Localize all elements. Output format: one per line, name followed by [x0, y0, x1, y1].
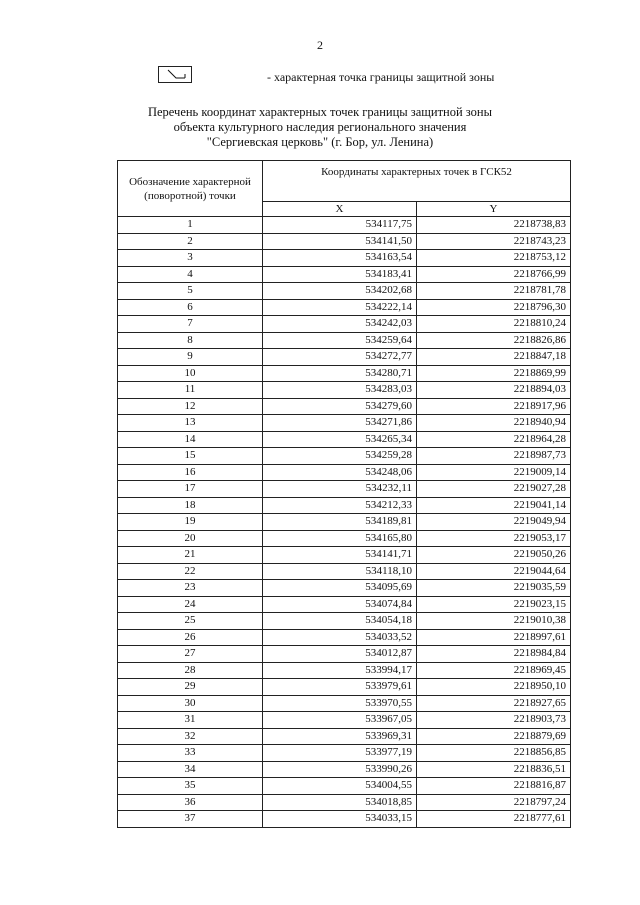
point-number: 22: [118, 563, 263, 580]
coordinates-table: [117, 160, 571, 828]
y-coordinate: 2219009,14: [417, 464, 571, 481]
table-row: [118, 745, 571, 762]
point-number: 19: [118, 514, 263, 531]
point-number: 30: [118, 695, 263, 712]
y-coordinate: 2218950,10: [417, 679, 571, 696]
x-coordinate: 534259,64: [263, 332, 417, 349]
document-heading: [0, 105, 640, 150]
y-coordinate: 2218903,73: [417, 712, 571, 729]
point-number: 4: [118, 266, 263, 283]
table-row: [118, 316, 571, 333]
table-row: [118, 646, 571, 663]
x-coordinate: 534283,03: [263, 382, 417, 399]
point-number: 17: [118, 481, 263, 498]
y-coordinate: 2218997,61: [417, 629, 571, 646]
x-coordinate: 534272,77: [263, 349, 417, 366]
y-coordinate: 2218969,45: [417, 662, 571, 679]
point-number: 2: [118, 233, 263, 250]
table-row: [118, 233, 571, 250]
table-row: [118, 712, 571, 729]
point-number: 6: [118, 299, 263, 316]
y-coordinate: 2218917,96: [417, 398, 571, 415]
x-coordinate: 534265,34: [263, 431, 417, 448]
table-row: [118, 431, 571, 448]
y-coordinate: 2219041,14: [417, 497, 571, 514]
x-coordinate: 534118,10: [263, 563, 417, 580]
point-number: 31: [118, 712, 263, 729]
y-coordinate: 2219053,17: [417, 530, 571, 547]
x-coordinate: 534212,33: [263, 497, 417, 514]
point-number: 21: [118, 547, 263, 564]
table-row: [118, 794, 571, 811]
x-coordinate: 534033,52: [263, 629, 417, 646]
x-coordinate: 534141,50: [263, 233, 417, 250]
y-coordinate: 2218836,51: [417, 761, 571, 778]
point-number: 36: [118, 794, 263, 811]
table-row: [118, 398, 571, 415]
point-number: 9: [118, 349, 263, 366]
y-coordinate: 2218816,87: [417, 778, 571, 795]
table-row: [118, 365, 571, 382]
point-number: 7: [118, 316, 263, 333]
y-coordinate: 2219035,59: [417, 580, 571, 597]
x-coordinate: 533969,31: [263, 728, 417, 745]
y-coordinate: 2219010,38: [417, 613, 571, 630]
table-row: [118, 629, 571, 646]
point-number: 15: [118, 448, 263, 465]
point-column-header: Обозначение характерной (поворотной) точки: [118, 161, 263, 217]
y-coordinate: 2218869,99: [417, 365, 571, 382]
y-coordinate: 2218796,30: [417, 299, 571, 316]
x-coordinate: 534279,60: [263, 398, 417, 415]
x-coordinate: 533967,05: [263, 712, 417, 729]
table-row: [118, 283, 571, 300]
heading-line-1: Перечень координат характерных точек границы защитной зоны: [147, 105, 493, 119]
y-coordinate: 2218984,84: [417, 646, 571, 663]
point-number: 11: [118, 382, 263, 399]
x-coordinate: 534074,84: [263, 596, 417, 613]
heading-line-3: "Сергиевская церковь" (г. Бор, ул. Ленина): [206, 135, 434, 149]
y-coordinate: 2218927,65: [417, 695, 571, 712]
x-coordinate: 534271,86: [263, 415, 417, 432]
y-coordinate: 2218987,73: [417, 448, 571, 465]
table-row: [118, 349, 571, 366]
table-row: [118, 596, 571, 613]
table-row: [118, 761, 571, 778]
point-number: 23: [118, 580, 263, 597]
table-row: [118, 530, 571, 547]
x-coordinate: 534033,15: [263, 811, 417, 828]
table-row: [118, 415, 571, 432]
point-number: 14: [118, 431, 263, 448]
x-coordinate: 533970,55: [263, 695, 417, 712]
y-coordinate: 2218738,83: [417, 217, 571, 234]
y-coordinate: 2218743,23: [417, 233, 571, 250]
x-coordinate: 534117,75: [263, 217, 417, 234]
table-row: [118, 811, 571, 828]
point-number: 16: [118, 464, 263, 481]
x-coordinate: 534202,68: [263, 283, 417, 300]
page-number: 2: [317, 38, 323, 52]
table-row: [118, 217, 571, 234]
table-row: [118, 514, 571, 531]
point-number: 29: [118, 679, 263, 696]
x-coordinate: 534165,80: [263, 530, 417, 547]
table-row: [118, 299, 571, 316]
legend-text: - характерная точка границы защитной зоны: [267, 70, 495, 84]
y-column-header: Y: [417, 202, 571, 217]
y-coordinate: 2218766,99: [417, 266, 571, 283]
point-number: 1: [118, 217, 263, 234]
point-number: 37: [118, 811, 263, 828]
x-coordinate: 534054,18: [263, 613, 417, 630]
y-coordinate: 2218856,85: [417, 745, 571, 762]
point-number: 20: [118, 530, 263, 547]
x-coordinate: 534163,54: [263, 250, 417, 267]
y-coordinate: 2219049,94: [417, 514, 571, 531]
table-body: [118, 217, 571, 828]
point-number: 13: [118, 415, 263, 432]
x-coordinate: 534018,85: [263, 794, 417, 811]
point-number: 8: [118, 332, 263, 349]
x-coordinate: 533979,61: [263, 679, 417, 696]
x-coordinate: 534248,06: [263, 464, 417, 481]
x-coordinate: 534095,69: [263, 580, 417, 597]
point-number: 35: [118, 778, 263, 795]
point-number: 27: [118, 646, 263, 663]
point-number: 24: [118, 596, 263, 613]
table-row: [118, 728, 571, 745]
point-number: 12: [118, 398, 263, 415]
y-coordinate: 2218753,12: [417, 250, 571, 267]
point-number: 10: [118, 365, 263, 382]
table-row: [118, 580, 571, 597]
table-row: [118, 250, 571, 267]
y-coordinate: 2218964,28: [417, 431, 571, 448]
x-coordinate: 534141,71: [263, 547, 417, 564]
y-coordinate: 2218781,78: [417, 283, 571, 300]
x-coordinate: 533990,26: [263, 761, 417, 778]
y-coordinate: 2218777,61: [417, 811, 571, 828]
x-coordinate: 534242,03: [263, 316, 417, 333]
y-coordinate: 2219023,15: [417, 596, 571, 613]
y-coordinate: 2218894,03: [417, 382, 571, 399]
x-coordinate: 534222,14: [263, 299, 417, 316]
point-number: 26: [118, 629, 263, 646]
point-number: 28: [118, 662, 263, 679]
table-row: [118, 662, 571, 679]
x-coordinate: 533994,17: [263, 662, 417, 679]
x-coordinate: 534280,71: [263, 365, 417, 382]
table-row: [118, 332, 571, 349]
table-row: [118, 695, 571, 712]
table-row: [118, 563, 571, 580]
coordinates-column-header: Координаты характерных точек в ГСК52: [263, 161, 571, 202]
point-number: 32: [118, 728, 263, 745]
table-row: [118, 778, 571, 795]
x-coordinate: 534004,55: [263, 778, 417, 795]
x-column-header: X: [263, 202, 417, 217]
point-number: 25: [118, 613, 263, 630]
x-coordinate: 534183,41: [263, 266, 417, 283]
table-row: [118, 448, 571, 465]
table-row: [118, 266, 571, 283]
table-row: [118, 679, 571, 696]
y-coordinate: 2219044,64: [417, 563, 571, 580]
x-coordinate: 534189,81: [263, 514, 417, 531]
x-coordinate: 534259,28: [263, 448, 417, 465]
y-coordinate: 2218826,86: [417, 332, 571, 349]
table-row: [118, 497, 571, 514]
x-coordinate: 533977,19: [263, 745, 417, 762]
point-number: 5: [118, 283, 263, 300]
table-row: [118, 464, 571, 481]
point-number: 3: [118, 250, 263, 267]
y-coordinate: 2218797,24: [417, 794, 571, 811]
x-coordinate: 534012,87: [263, 646, 417, 663]
point-number: 18: [118, 497, 263, 514]
point-number: 34: [118, 761, 263, 778]
y-coordinate: 2219027,28: [417, 481, 571, 498]
point-number: 33: [118, 745, 263, 762]
table-row: [118, 613, 571, 630]
table-row: [118, 547, 571, 564]
y-coordinate: 2218847,18: [417, 349, 571, 366]
x-coordinate: 534232,11: [263, 481, 417, 498]
table-row: [118, 382, 571, 399]
corner-marker-icon: [158, 66, 192, 83]
y-coordinate: 2219050,26: [417, 547, 571, 564]
y-coordinate: 2218810,24: [417, 316, 571, 333]
heading-line-2: объекта культурного наследия регионального значения: [173, 120, 467, 134]
y-coordinate: 2218940,94: [417, 415, 571, 432]
table-row: [118, 481, 571, 498]
y-coordinate: 2218879,69: [417, 728, 571, 745]
